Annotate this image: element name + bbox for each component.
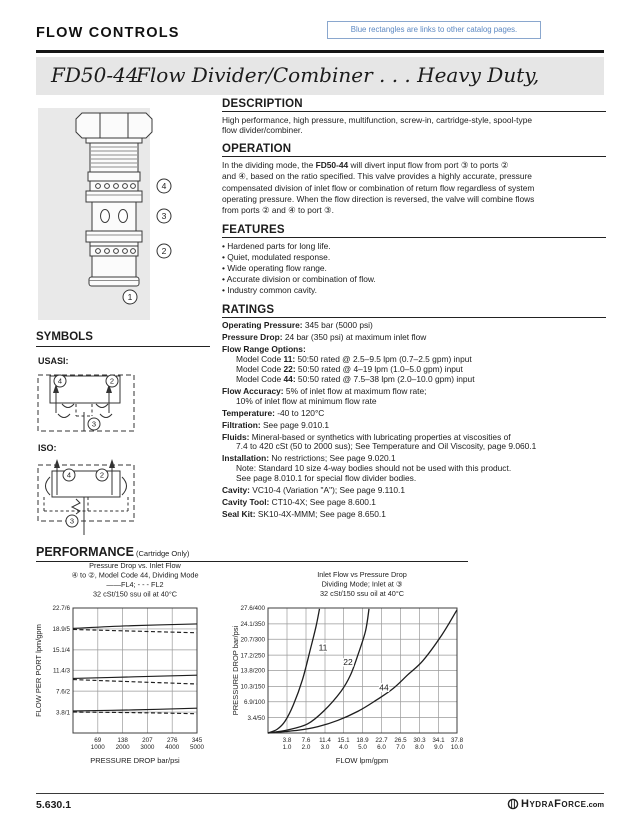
svg-text:32 cSt/150 ssu oil at 40°C: 32 cSt/150 ssu oil at 40°C (92, 589, 178, 599)
svg-text:2000: 2000 (115, 744, 130, 751)
chart-inlet-flow-vs-pressure-drop (230, 556, 482, 793)
svg-text:10.0: 10.0 (450, 744, 464, 751)
rating-row: Operating Pressure: 345 bar (5000 psi) (222, 320, 373, 331)
port-1-label: 1 (127, 292, 133, 302)
footer-rule (36, 793, 604, 794)
svg-text:18.9: 18.9 (356, 737, 369, 744)
rating-row: Flow Range Options: (222, 344, 306, 355)
operation-heading: OPERATION (222, 143, 606, 157)
svg-text:6.9/100: 6.9/100 (243, 698, 265, 706)
svg-text:Inlet Flow vs Pressure Drop: Inlet Flow vs Pressure Drop (317, 570, 407, 579)
svg-text:7.0: 7.0 (396, 744, 405, 751)
svg-text:④ to ②, Model Code 44, Dividin: ④ to ②, Model Code 44, Dividing Mode (71, 570, 199, 580)
brand-suffix: .com (586, 799, 604, 809)
brand-name: HydraForce (521, 798, 587, 810)
svg-text:11.4/3: 11.4/3 (52, 667, 70, 675)
iso-port-4: 4 (66, 470, 72, 480)
svg-text:7.6/2: 7.6/2 (55, 688, 70, 696)
svg-text:3.8/1: 3.8/1 (55, 709, 70, 717)
link-legend-note: Blue rectangles are links to other catalog pages. (327, 21, 541, 39)
svg-text:17.2/250: 17.2/250 (240, 652, 265, 660)
usasi-port-4: 4 (57, 376, 63, 386)
title-band (36, 57, 604, 95)
model-code: FD50-44 (51, 63, 139, 87)
chart-pressure-drop-vs-inlet-flow (30, 556, 236, 793)
svg-text:20.7/300: 20.7/300 (240, 636, 265, 644)
operation-body (222, 160, 606, 216)
svg-text:69: 69 (94, 737, 102, 744)
svg-text:PRESSURE DROP bar/psi: PRESSURE DROP bar/psi (90, 756, 180, 765)
svg-text:10.3/150: 10.3/150 (240, 683, 265, 691)
svg-text:7.6: 7.6 (301, 737, 311, 744)
svg-text:4000: 4000 (165, 744, 180, 751)
text-line: In the dividing mode, the FD50-44 will divert input flow from port ③ to ports ② (222, 160, 509, 170)
svg-text:26.5: 26.5 (394, 737, 407, 744)
svg-text:5.0: 5.0 (358, 744, 367, 751)
usasi-port-3: 3 (91, 419, 97, 429)
ratings-list (222, 321, 606, 519)
svg-text:3000: 3000 (140, 744, 155, 751)
iso-label: ISO: (38, 443, 57, 453)
svg-text:5000: 5000 (189, 744, 205, 751)
hydraforce-brand-link[interactable] (507, 798, 604, 810)
features-heading: FEATURES (222, 224, 606, 238)
text-line: and ④, based on the ratio specified. This valve provides a highly accurate, pressure (222, 171, 532, 182)
description-heading: DESCRIPTION (222, 98, 606, 112)
port-3-label: 3 (161, 211, 167, 221)
svg-text:18.9/5: 18.9/5 (52, 626, 70, 634)
svg-text:6.0: 6.0 (377, 744, 386, 751)
port-4-label: 4 (161, 181, 167, 191)
svg-text:24.1/350: 24.1/350 (240, 621, 265, 629)
port-2-label: 2 (161, 246, 167, 256)
description-body (222, 115, 606, 135)
svg-text:27.6/400: 27.6/400 (240, 605, 265, 613)
svg-text:15.1: 15.1 (337, 737, 350, 744)
rating-row: Temperature: -40 to 120°C (222, 407, 325, 418)
section-header: FLOW CONTROLS (36, 25, 180, 41)
svg-text:——FL4; - - - FL2: ——FL4; - - - FL2 (106, 580, 164, 589)
svg-text:3.4/50: 3.4/50 (247, 714, 265, 722)
svg-text:Dividing Mode; Inlet at ③: Dividing Mode; Inlet at ③ (321, 579, 403, 589)
usasi-port-2: 2 (109, 376, 115, 386)
svg-text:34.1: 34.1 (432, 737, 445, 744)
svg-text:Pressure Drop vs. Inlet Flow: Pressure Drop vs. Inlet Flow (89, 561, 181, 570)
iso-port-3: 3 (69, 516, 75, 526)
svg-text:22: 22 (343, 657, 353, 668)
svg-text:13.8/200: 13.8/200 (240, 667, 265, 675)
svg-text:276: 276 (166, 737, 178, 744)
performance-subnote: (Cartridge Only) (133, 549, 190, 558)
rating-row: Filtration: See page 9.010.1 (222, 419, 330, 430)
ratings-section (222, 304, 606, 519)
svg-text:11: 11 (318, 642, 328, 653)
features-list (222, 241, 606, 296)
svg-text:32 cSt/150 ssu oil at 40°C: 32 cSt/150 ssu oil at 40°C (319, 589, 405, 598)
iso-symbol (36, 455, 146, 540)
main-column (222, 98, 606, 528)
svg-text:9.0: 9.0 (434, 744, 443, 751)
svg-text:1000: 1000 (90, 744, 105, 751)
rating-row: Fluids: Mineral-based or synthetics with lubricating properties at viscosities of (222, 431, 511, 442)
text-line: from ports ② and ④ to port ③. (222, 205, 334, 216)
svg-text:44: 44 (379, 682, 389, 693)
header-rule (36, 50, 604, 53)
svg-text:3.0: 3.0 (320, 744, 330, 751)
performance-heading-text: PERFORMANCE (36, 545, 134, 559)
rating-row: See page 8.010.1 for special flow divider bodies. (236, 473, 417, 484)
text-line: High performance, high pressure, multifunction, screw-in, cartridge-style, spool-type (222, 115, 533, 125)
svg-text:37.8: 37.8 (450, 737, 464, 744)
iso-port-2: 2 (99, 470, 105, 480)
rating-row: Model Code 11: 50:50 rated @ 2.5–9.5 lpm (0.7–2.5 gpm) input (236, 354, 472, 365)
rating-row: Note: Standard 10 size 4-way bodies should not be used with this product. (236, 463, 512, 474)
rating-row: Cavity: VC10-4 (Variation "A"); See page 9.110.1 (222, 485, 406, 496)
cartridge-valve-figure (36, 100, 216, 330)
hydraforce-logo-icon (507, 798, 519, 810)
svg-text:22.7/6: 22.7/6 (52, 605, 70, 613)
text-line: compensated division of inlet flow or combination of return flow regardless of system (222, 182, 535, 193)
valve-drawing-svg (36, 100, 216, 330)
operation-section (222, 143, 606, 216)
svg-text:8.0: 8.0 (415, 744, 424, 751)
text-line: operating pressure. When the flow direction is reversed, the valve will combine flows (222, 193, 535, 204)
rating-row: Model Code 44: 50:50 rated @ 7.5–38 lpm (2.0–10.0 gpm) input (236, 374, 475, 385)
rating-row: Model Code 22: 50:50 rated @ 4–19 lpm (1.0–5.0 gpm) input (236, 364, 463, 375)
rating-row: 7.4 to 420 cSt (50 to 2000 sus); See Temperature and Oil Viscosity, page 9.060.1 (236, 441, 537, 452)
svg-text:4.0: 4.0 (339, 744, 348, 751)
svg-text:3.8: 3.8 (282, 737, 292, 744)
feature-item: • Wide operating flow range. (222, 263, 327, 274)
description-section (222, 98, 606, 135)
svg-text:22.7: 22.7 (375, 737, 388, 744)
page-title: Flow Divider/Combiner . . . Heavy Duty, (136, 63, 540, 87)
svg-text:11.4: 11.4 (319, 737, 331, 744)
svg-text:345: 345 (191, 737, 203, 744)
svg-text:15.1/4: 15.1/4 (52, 647, 70, 655)
feature-item: • Quiet, modulated response. (222, 252, 331, 263)
svg-text:207: 207 (142, 737, 153, 744)
svg-text:PRESSURE DROP bar/psi: PRESSURE DROP bar/psi (231, 625, 240, 716)
svg-text:1.0: 1.0 (282, 744, 292, 751)
rating-row: Pressure Drop: 24 bar (350 psi) at maximum inlet flow (222, 332, 427, 343)
text-line: flow divider/combiner. (222, 125, 303, 135)
symbols-heading: SYMBOLS (36, 331, 210, 347)
usasi-symbol (36, 367, 146, 441)
rating-row: 10% of inlet flow at minimum flow rate (236, 395, 377, 406)
usasi-label: USASI: (38, 356, 69, 366)
rating-row: Installation: No restrictions; See page 9.020.1 (222, 453, 396, 464)
svg-text:138: 138 (117, 737, 128, 744)
feature-item: • Industry common cavity. (222, 285, 317, 296)
svg-text:2.0: 2.0 (301, 744, 311, 751)
svg-text:FLOW PER PORT lpm/gpm: FLOW PER PORT lpm/gpm (34, 624, 43, 717)
ratings-heading: RATINGS (222, 304, 606, 318)
rating-row: Cavity Tool: CT10-4X; See page 8.600.1 (222, 496, 376, 507)
rating-row: Flow Accuracy: 5% of inlet flow at maximum flow rate; (222, 385, 427, 396)
feature-item: • Accurate division or combination of flow. (222, 274, 376, 285)
rating-row: Seal Kit: SK10-4X-MMM; See page 8.650.1 (222, 508, 386, 519)
svg-text:FLOW lpm/gpm: FLOW lpm/gpm (335, 756, 389, 765)
page-number: 5.630.1 (36, 799, 72, 811)
feature-item: • Hardened parts for long life. (222, 241, 331, 252)
svg-text:30.3: 30.3 (413, 737, 426, 744)
features-section (222, 224, 606, 296)
